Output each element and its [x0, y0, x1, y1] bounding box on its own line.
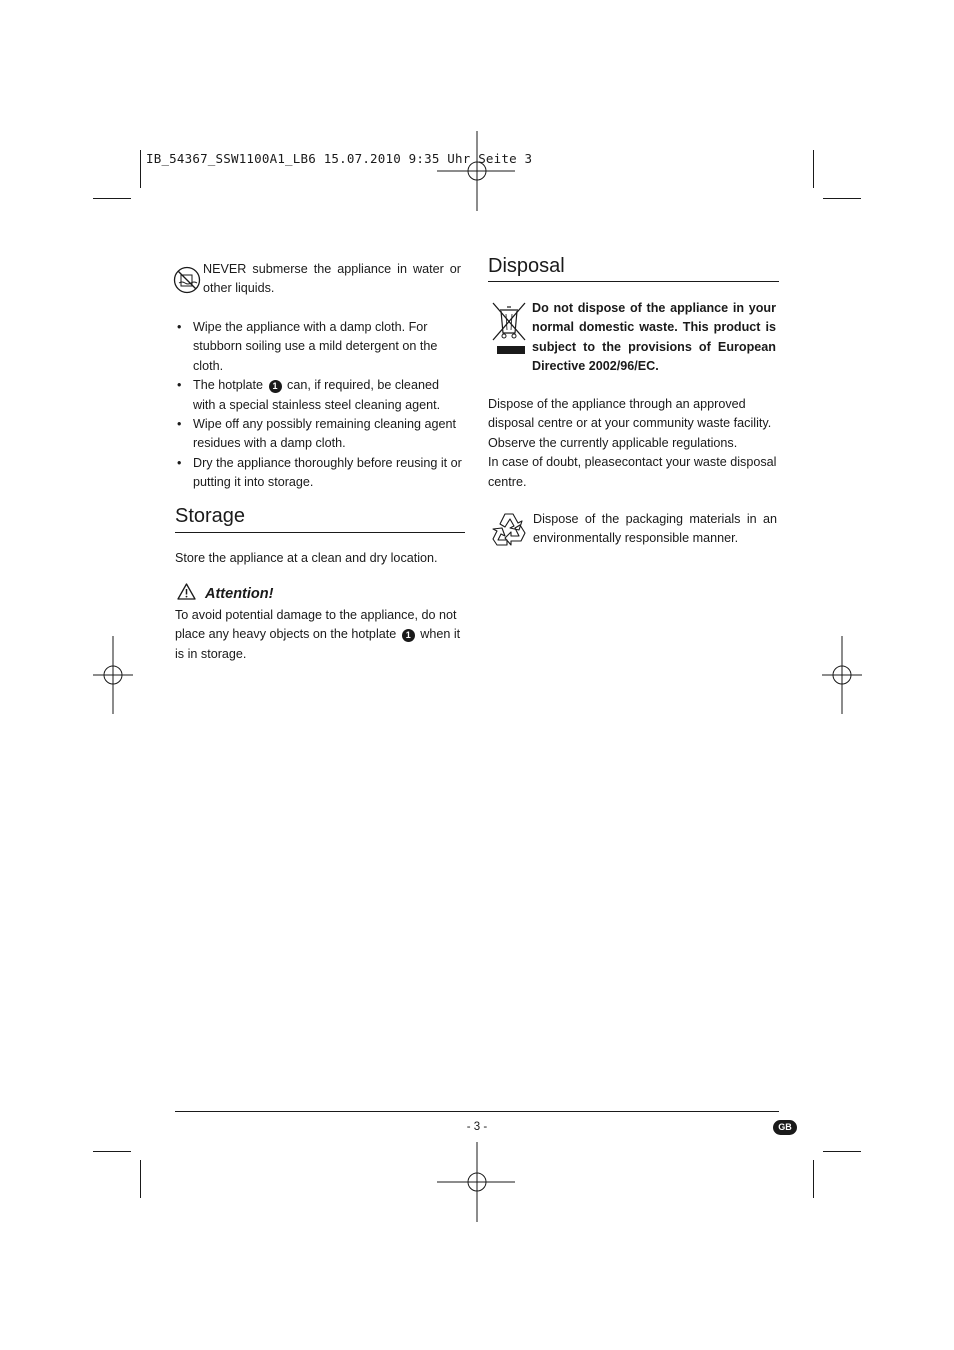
cleaning-instructions-list [175, 318, 463, 493]
attention-title: Attention! [205, 586, 274, 602]
disposal-paragraph: Observe the currently applicable regulations. [488, 435, 738, 450]
weee-notice-text: Do not dispose of the appliance in your normal domestic waste. This product is subject to the provisions of European Directive 2002/96/EC. [532, 301, 776, 374]
disposal-heading: Disposal [488, 255, 565, 277]
registration-mark-left [93, 636, 133, 714]
attention-text: To avoid potential damage to the appliance, do not place any heavy objects on the hotplate 1 when it is in storage. [175, 608, 461, 661]
submerse-warning-text: NEVER submerse the appliance in water or other liquids. [203, 262, 461, 296]
disposal-instructions [488, 395, 778, 492]
disposal-paragraph: Dispose of the appliance through an approved disposal centre or at your community waste facility. [488, 397, 772, 431]
storage-heading: Storage [175, 505, 246, 527]
list-item: • Wipe off any possibly remaining cleaning agent residues with a damp cloth. [175, 415, 463, 454]
list-item: • Dry the appliance thoroughly before reusing it or putting it into storage. [175, 454, 463, 493]
disposal-paragraph: In case of doubt, pleasecontact your waste disposal centre. [488, 455, 777, 489]
registration-mark-top [437, 131, 517, 211]
recycling-icon [489, 511, 529, 549]
registration-mark-right [822, 636, 862, 714]
list-item: • Wipe the appliance with a damp cloth. For stubborn soiling use a mild detergent on the cloth. [175, 318, 463, 376]
warning-triangle-icon [177, 583, 196, 600]
print-slug: IB_54367_SSW1100A1_LB6 15.07.2010 9:35 Uhr Seite 3 [146, 151, 533, 166]
language-badge: GB [773, 1120, 797, 1135]
footer-rule [175, 1111, 779, 1112]
registration-mark-bottom [437, 1142, 517, 1222]
recycling-text: Dispose of the packaging materials in an environmentally responsible manner. [533, 512, 777, 546]
disposal-heading-rule [488, 281, 779, 282]
no-submerge-icon [173, 266, 201, 294]
hotplate-ref-number: 1 [402, 629, 415, 642]
storage-text: Store the appliance at a clean and dry location. [175, 551, 438, 565]
storage-heading-rule [175, 532, 465, 533]
page-number: - 3 - [466, 1121, 488, 1133]
list-item: • The hotplate 1 can, if required, be cleaned with a special stainless steel cleaning agent. [175, 376, 463, 415]
hotplate-ref-number: 1 [269, 380, 282, 393]
crossed-out-bin-icon [490, 300, 528, 355]
